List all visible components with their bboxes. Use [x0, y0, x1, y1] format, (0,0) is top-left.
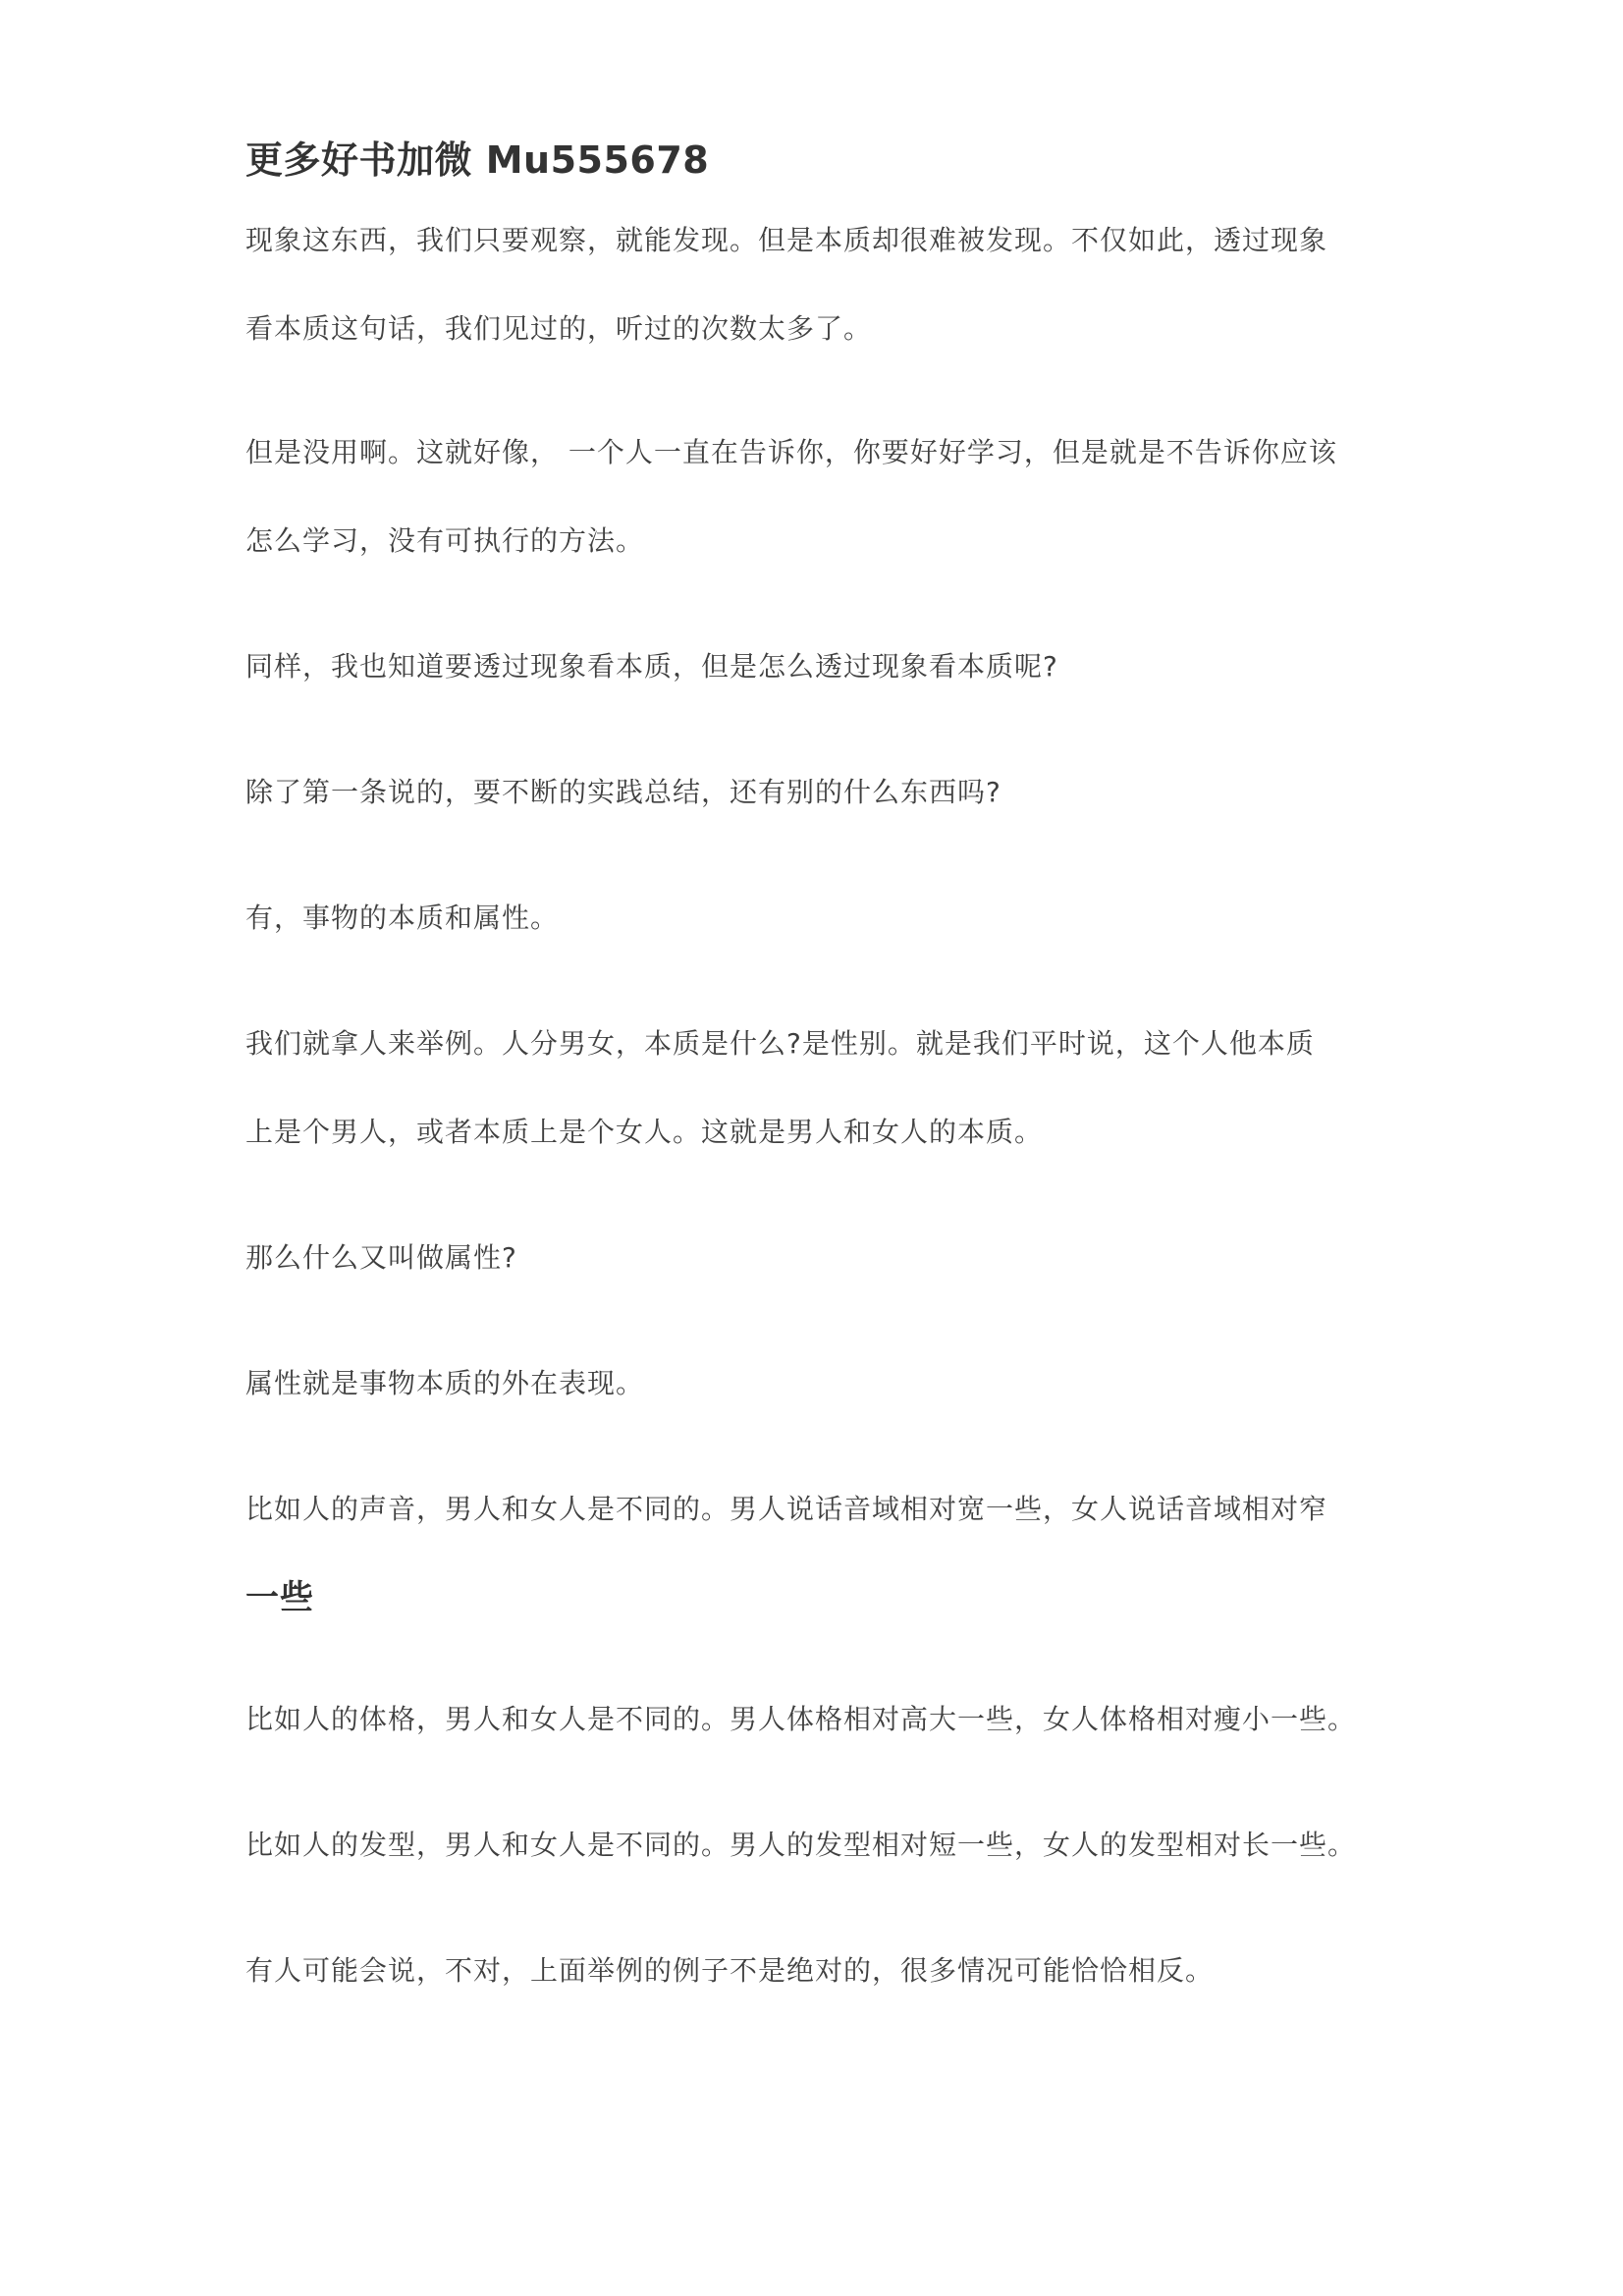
paragraph-5	[245, 874, 1404, 962]
paragraph-line: 但是没用啊。这就好像， 一个人一直在告诉你，你要好好学习，但是就是不告诉你应该	[245, 436, 1337, 468]
paragraph-line: 看本质这句话，我们见过的，听过的次数太多了。	[245, 312, 873, 345]
page-title: 更多好书加微 Mu555678	[245, 138, 710, 182]
paragraph-line: 我们就拿人来举例。人分男女，本质是什么?是性别。就是我们平时说，这个人他本质	[245, 1027, 1315, 1060]
paragraph-line: 比如人的发型，男人和女人是不同的。男人的发型相对短一些，女人的发型相对长一些。	[245, 1829, 1357, 1861]
paragraph-line: 比如人的声音，男人和女人是不同的。男人说话音域相对宽一些，女人说话音域相对窄	[245, 1493, 1328, 1525]
paragraph-line: 怎么学习，没有可执行的方法。	[245, 524, 645, 557]
paragraph-line-emphasis: 一些	[245, 1578, 314, 1617]
paragraph-9	[245, 1465, 1404, 1642]
paragraph-line: 属性就是事物本质的外在表现。	[245, 1367, 645, 1399]
paragraph-3	[245, 623, 1404, 711]
paragraph-1	[245, 196, 1404, 373]
paragraph-7	[245, 1214, 1404, 1302]
paragraph-6	[245, 1000, 1404, 1176]
paragraph-line: 比如人的体格，男人和女人是不同的。男人体格相对高大一些，女人体格相对瘦小一些。	[245, 1703, 1357, 1735]
paragraph-line: 同样，我也知道要透过现象看本质，但是怎么透过现象看本质呢?	[245, 650, 1058, 683]
paragraph-line: 有人可能会说，不对，上面举例的例子不是绝对的，很多情况可能恰恰相反。	[245, 1954, 1215, 1987]
paragraph-line: 除了第一条说的，要不断的实践总结，还有别的什么东西吗?	[245, 776, 1001, 808]
paragraph-4	[245, 748, 1404, 837]
paragraph-line: 有，事物的本质和属性。	[245, 902, 560, 934]
paragraph-8	[245, 1339, 1404, 1428]
paragraph-line: 那么什么又叫做属性?	[245, 1241, 517, 1274]
paragraph-11	[245, 1801, 1404, 1889]
paragraph-line: 现象这东西，我们只要观察，就能发现。但是本质却很难被发现。不仅如此，透过现象	[245, 224, 1328, 256]
paragraph-10	[245, 1675, 1404, 1764]
paragraph-line: 上是个男人，或者本质上是个女人。这就是男人和女人的本质。	[245, 1116, 1044, 1148]
paragraph-12	[245, 1927, 1404, 2015]
paragraph-2	[245, 409, 1404, 585]
